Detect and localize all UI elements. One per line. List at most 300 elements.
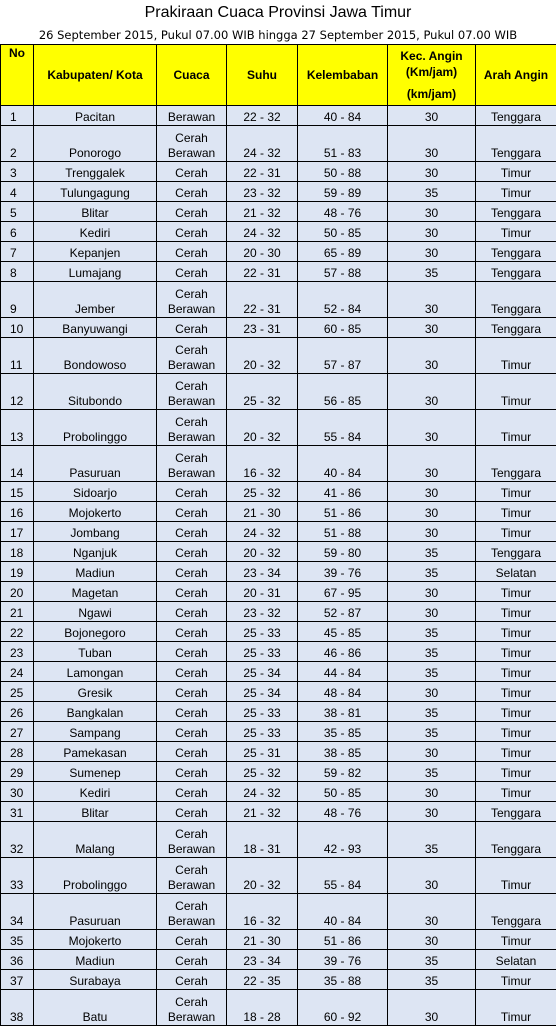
cell-arah: Timur xyxy=(476,762,556,782)
cell-suhu: 25 - 33 xyxy=(227,642,298,662)
table-row xyxy=(1,446,556,482)
cell-no: 32 xyxy=(1,822,34,858)
page-title: Prakiraan Cuaca Provinsi Jawa Timur xyxy=(144,4,412,21)
cell-cuaca xyxy=(157,502,227,522)
cell-suhu: 20 - 32 xyxy=(227,542,298,562)
table-row xyxy=(1,582,556,602)
cell-kelembaban: 45 - 85 xyxy=(298,622,388,642)
cell-no: 16 xyxy=(1,502,34,522)
cell-angin: 35 xyxy=(388,182,476,202)
cell-cuaca-line: Berawan xyxy=(167,358,216,372)
cell-angin: 35 xyxy=(388,662,476,682)
cell-cuaca xyxy=(157,930,227,950)
cell-arah: Timur xyxy=(476,222,556,242)
cell-arah: Timur xyxy=(476,642,556,662)
cell-suhu: 22 - 31 xyxy=(227,162,298,182)
cell-angin: 30 xyxy=(388,858,476,894)
cell-kota: Kediri xyxy=(34,222,157,242)
cell-angin: 35 xyxy=(388,262,476,282)
cell-arah: Selatan xyxy=(476,950,556,970)
cell-arah: Tenggara xyxy=(476,446,556,482)
cell-angin: 30 xyxy=(388,682,476,702)
cell-cuaca-line: Cerah xyxy=(175,415,208,429)
cell-kelembaban: 55 - 84 xyxy=(298,410,388,446)
cell-arah: Tenggara xyxy=(476,802,556,822)
cell-kota: Blitar xyxy=(34,202,157,222)
cell-suhu: 24 - 32 xyxy=(227,782,298,802)
cell-angin: 30 xyxy=(388,930,476,950)
cell-cuaca-line: Cerah xyxy=(175,726,208,740)
cell-cuaca-line: Cerah xyxy=(175,954,208,968)
cell-cuaca-line: Cerah xyxy=(175,746,208,760)
cell-arah: Timur xyxy=(476,582,556,602)
cell-angin: 30 xyxy=(388,162,476,182)
cell-cuaca-line: Cerah xyxy=(175,546,208,560)
cell-angin: 30 xyxy=(388,482,476,502)
table-row xyxy=(1,642,556,662)
cell-cuaca-line: Cerah xyxy=(175,666,208,680)
cell-cuaca-line: Berawan xyxy=(167,146,216,160)
cell-suhu: 23 - 34 xyxy=(227,562,298,582)
header-arah: Arah Angin xyxy=(476,45,556,106)
cell-kota: Tuban xyxy=(34,642,157,662)
cell-cuaca-line: Cerah xyxy=(175,806,208,820)
cell-kota: Bangkalan xyxy=(34,702,157,722)
table-body xyxy=(1,106,556,1026)
cell-arah: Timur xyxy=(476,970,556,990)
cell-kelembaban: 42 - 93 xyxy=(298,822,388,858)
cell-arah: Timur xyxy=(476,930,556,950)
cell-suhu: 20 - 31 xyxy=(227,582,298,602)
cell-angin: 30 xyxy=(388,242,476,262)
cell-suhu: 21 - 30 xyxy=(227,930,298,950)
cell-no: 25 xyxy=(1,682,34,702)
header-suhu: Suhu xyxy=(227,45,298,106)
cell-cuaca xyxy=(157,242,227,262)
cell-no: 17 xyxy=(1,522,34,542)
cell-cuaca-line: Berawan xyxy=(167,842,216,856)
cell-arah: Timur xyxy=(476,482,556,502)
cell-angin: 35 xyxy=(388,762,476,782)
cell-cuaca xyxy=(157,894,227,930)
table-row xyxy=(1,338,556,374)
cell-cuaca-line: Cerah xyxy=(175,706,208,720)
table-row xyxy=(1,410,556,446)
cell-cuaca xyxy=(157,858,227,894)
table-row xyxy=(1,602,556,622)
cell-no: 22 xyxy=(1,622,34,642)
cell-angin: 30 xyxy=(388,802,476,822)
cell-no: 31 xyxy=(1,802,34,822)
cell-no: 33 xyxy=(1,858,34,894)
cell-kelembaban: 48 - 84 xyxy=(298,682,388,702)
cell-no: 28 xyxy=(1,742,34,762)
cell-arah: Timur xyxy=(476,502,556,522)
cell-kota: Madiun xyxy=(34,562,157,582)
table-row xyxy=(1,202,556,222)
table-row xyxy=(1,374,556,410)
table-row xyxy=(1,762,556,782)
cell-suhu: 22 - 32 xyxy=(227,106,298,126)
cell-no: 34 xyxy=(1,894,34,930)
cell-kota: Nganjuk xyxy=(34,542,157,562)
cell-arah: Timur xyxy=(476,782,556,802)
cell-arah: Tenggara xyxy=(476,542,556,562)
cell-no: 7 xyxy=(1,242,34,262)
cell-kota: Probolinggo xyxy=(34,410,157,446)
cell-suhu: 22 - 31 xyxy=(227,262,298,282)
cell-kelembaban: 50 - 85 xyxy=(298,222,388,242)
cell-angin: 30 xyxy=(388,106,476,126)
cell-cuaca-line: Cerah xyxy=(175,166,208,180)
cell-kota: Pamekasan xyxy=(34,742,157,762)
cell-arah: Timur xyxy=(476,662,556,682)
cell-no: 35 xyxy=(1,930,34,950)
cell-cuaca xyxy=(157,126,227,162)
cell-kota: Sumenep xyxy=(34,762,157,782)
cell-kota: Jember xyxy=(34,282,157,318)
cell-suhu: 20 - 30 xyxy=(227,242,298,262)
cell-cuaca-line: Cerah xyxy=(175,566,208,580)
cell-kelembaban: 60 - 92 xyxy=(298,990,388,1026)
table-row xyxy=(1,950,556,970)
cell-cuaca-line: Cerah xyxy=(175,526,208,540)
cell-no: 19 xyxy=(1,562,34,582)
cell-suhu: 23 - 32 xyxy=(227,602,298,622)
cell-angin: 30 xyxy=(388,126,476,162)
cell-angin: 35 xyxy=(388,702,476,722)
cell-kelembaban: 65 - 89 xyxy=(298,242,388,262)
cell-kelembaban: 59 - 82 xyxy=(298,762,388,782)
table-row xyxy=(1,970,556,990)
cell-suhu: 25 - 32 xyxy=(227,374,298,410)
cell-no: 15 xyxy=(1,482,34,502)
cell-suhu: 18 - 28 xyxy=(227,990,298,1026)
cell-cuaca-line: Cerah xyxy=(175,606,208,620)
cell-suhu: 23 - 32 xyxy=(227,182,298,202)
cell-cuaca xyxy=(157,374,227,410)
cell-kelembaban: 46 - 86 xyxy=(298,642,388,662)
table-row xyxy=(1,722,556,742)
cell-cuaca xyxy=(157,582,227,602)
cell-angin: 30 xyxy=(388,782,476,802)
cell-suhu: 24 - 32 xyxy=(227,222,298,242)
cell-kelembaban: 52 - 87 xyxy=(298,602,388,622)
table-row xyxy=(1,106,556,126)
cell-kelembaban: 51 - 88 xyxy=(298,522,388,542)
cell-cuaca-line: Cerah xyxy=(175,266,208,280)
cell-no: 12 xyxy=(1,374,34,410)
cell-cuaca-line: Berawan xyxy=(167,466,216,480)
cell-cuaca xyxy=(157,446,227,482)
cell-suhu: 25 - 31 xyxy=(227,742,298,762)
table-row xyxy=(1,622,556,642)
cell-cuaca-line: Cerah xyxy=(175,343,208,357)
cell-kota: Pacitan xyxy=(34,106,157,126)
header-angin xyxy=(388,45,476,106)
cell-cuaca xyxy=(157,482,227,502)
table-row xyxy=(1,822,556,858)
cell-suhu: 23 - 34 xyxy=(227,950,298,970)
cell-kota: Trenggalek xyxy=(34,162,157,182)
cell-cuaca-line: Cerah xyxy=(175,827,208,841)
table-row xyxy=(1,262,556,282)
cell-angin: 30 xyxy=(388,894,476,930)
page-subtitle: 26 September 2015, Pukul 07.00 WIB hingga 27 September 2015, Pukul 07.00 WIB xyxy=(38,28,518,42)
table-header-row xyxy=(1,45,556,106)
cell-cuaca xyxy=(157,622,227,642)
cell-cuaca xyxy=(157,822,227,858)
cell-cuaca-line: Cerah xyxy=(175,974,208,988)
cell-cuaca xyxy=(157,202,227,222)
cell-no: 37 xyxy=(1,970,34,990)
cell-angin: 35 xyxy=(388,562,476,582)
cell-cuaca xyxy=(157,542,227,562)
cell-cuaca-line: Berawan xyxy=(167,1010,216,1024)
cell-cuaca-line: Cerah xyxy=(175,686,208,700)
cell-arah: Timur xyxy=(476,338,556,374)
cell-cuaca-line: Cerah xyxy=(175,626,208,640)
cell-no: 6 xyxy=(1,222,34,242)
cell-cuaca xyxy=(157,722,227,742)
cell-angin: 30 xyxy=(388,582,476,602)
cell-cuaca-line: Cerah xyxy=(175,506,208,520)
cell-cuaca-line: Cerah xyxy=(175,322,208,336)
cell-cuaca xyxy=(157,522,227,542)
cell-kota: Probolinggo xyxy=(34,858,157,894)
cell-cuaca xyxy=(157,742,227,762)
cell-no: 26 xyxy=(1,702,34,722)
cell-kota: Pasuruan xyxy=(34,894,157,930)
cell-cuaca-line: Berawan xyxy=(167,914,216,928)
table-row xyxy=(1,990,556,1026)
cell-angin: 30 xyxy=(388,318,476,338)
cell-cuaca-line: Cerah xyxy=(175,186,208,200)
cell-suhu: 25 - 32 xyxy=(227,762,298,782)
cell-cuaca-line: Berawan xyxy=(167,302,216,316)
table-row xyxy=(1,162,556,182)
cell-arah: Timur xyxy=(476,410,556,446)
cell-suhu: 25 - 34 xyxy=(227,682,298,702)
cell-angin: 30 xyxy=(388,338,476,374)
cell-cuaca xyxy=(157,262,227,282)
cell-arah: Timur xyxy=(476,162,556,182)
table-row xyxy=(1,930,556,950)
header-cuaca: Cuaca xyxy=(157,45,227,106)
cell-suhu: 22 - 31 xyxy=(227,282,298,318)
cell-no: 38 xyxy=(1,990,34,1026)
cell-cuaca-line: Cerah xyxy=(175,863,208,877)
header-angin-unit: (km/jam) xyxy=(406,87,457,101)
cell-angin: 35 xyxy=(388,642,476,662)
cell-no: 9 xyxy=(1,282,34,318)
cell-kelembaban: 57 - 87 xyxy=(298,338,388,374)
cell-kota: Batu xyxy=(34,990,157,1026)
cell-cuaca-line: Cerah xyxy=(175,246,208,260)
cell-kelembaban: 35 - 85 xyxy=(298,722,388,742)
cell-arah: Tenggara xyxy=(476,894,556,930)
cell-kota: Gresik xyxy=(34,682,157,702)
cell-angin: 30 xyxy=(388,374,476,410)
cell-arah: Timur xyxy=(476,602,556,622)
cell-suhu: 24 - 32 xyxy=(227,126,298,162)
cell-cuaca xyxy=(157,702,227,722)
cell-cuaca xyxy=(157,642,227,662)
cell-kota: Kepanjen xyxy=(34,242,157,262)
cell-angin: 35 xyxy=(388,542,476,562)
cell-no: 24 xyxy=(1,662,34,682)
cell-arah: Timur xyxy=(476,622,556,642)
cell-no: 3 xyxy=(1,162,34,182)
table-row xyxy=(1,242,556,262)
cell-angin: 35 xyxy=(388,822,476,858)
cell-angin: 30 xyxy=(388,502,476,522)
cell-cuaca xyxy=(157,782,227,802)
cell-no: 10 xyxy=(1,318,34,338)
cell-suhu: 25 - 32 xyxy=(227,482,298,502)
header-kota: Kabupaten/ Kota xyxy=(34,45,157,106)
table-row xyxy=(1,682,556,702)
cell-kota: Magetan xyxy=(34,582,157,602)
table-row xyxy=(1,858,556,894)
cell-arah: Timur xyxy=(476,702,556,722)
cell-cuaca xyxy=(157,162,227,182)
table-row xyxy=(1,542,556,562)
cell-suhu: 22 - 35 xyxy=(227,970,298,990)
cell-suhu: 20 - 32 xyxy=(227,338,298,374)
cell-kota: Situbondo xyxy=(34,374,157,410)
cell-arah: Timur xyxy=(476,742,556,762)
cell-kelembaban: 55 - 84 xyxy=(298,858,388,894)
table-row xyxy=(1,222,556,242)
cell-kelembaban: 51 - 83 xyxy=(298,126,388,162)
cell-no: 20 xyxy=(1,582,34,602)
table-row xyxy=(1,482,556,502)
table-row xyxy=(1,782,556,802)
cell-kelembaban: 44 - 84 xyxy=(298,662,388,682)
cell-arah: Tenggara xyxy=(476,242,556,262)
cell-kota: Pasuruan xyxy=(34,446,157,482)
cell-cuaca xyxy=(157,562,227,582)
cell-cuaca-line: Cerah xyxy=(175,131,208,145)
cell-kota: Ponorogo xyxy=(34,126,157,162)
cell-arah: Timur xyxy=(476,858,556,894)
cell-suhu: 16 - 32 xyxy=(227,446,298,482)
cell-cuaca-line: Cerah xyxy=(175,226,208,240)
cell-arah: Tenggara xyxy=(476,318,556,338)
cell-cuaca xyxy=(157,990,227,1026)
header-no: No xyxy=(1,45,34,106)
cell-angin: 30 xyxy=(388,446,476,482)
table-row xyxy=(1,318,556,338)
cell-kota: Bondowoso xyxy=(34,338,157,374)
cell-kelembaban: 39 - 76 xyxy=(298,562,388,582)
cell-cuaca-line: Cerah xyxy=(175,586,208,600)
cell-kelembaban: 38 - 85 xyxy=(298,742,388,762)
table-row xyxy=(1,562,556,582)
cell-cuaca xyxy=(157,970,227,990)
cell-cuaca xyxy=(157,318,227,338)
cell-cuaca xyxy=(157,802,227,822)
header-angin-label: Kec. Angin (Km/jam) xyxy=(400,49,463,79)
cell-cuaca-line: Cerah xyxy=(175,934,208,948)
cell-cuaca-line: Berawan xyxy=(167,394,216,408)
cell-kelembaban: 40 - 84 xyxy=(298,446,388,482)
cell-angin: 35 xyxy=(388,970,476,990)
cell-cuaca-line: Cerah xyxy=(175,995,208,1009)
cell-suhu: 25 - 33 xyxy=(227,722,298,742)
table-row xyxy=(1,702,556,722)
cell-kelembaban: 52 - 84 xyxy=(298,282,388,318)
cell-cuaca xyxy=(157,338,227,374)
cell-kota: Malang xyxy=(34,822,157,858)
forecast-table xyxy=(0,44,556,1026)
cell-kelembaban: 39 - 76 xyxy=(298,950,388,970)
cell-kota: Surabaya xyxy=(34,970,157,990)
cell-cuaca xyxy=(157,602,227,622)
cell-kelembaban: 48 - 76 xyxy=(298,202,388,222)
cell-kelembaban: 48 - 76 xyxy=(298,802,388,822)
cell-kelembaban: 59 - 89 xyxy=(298,182,388,202)
cell-arah: Timur xyxy=(476,374,556,410)
cell-cuaca xyxy=(157,762,227,782)
cell-kelembaban: 51 - 86 xyxy=(298,502,388,522)
cell-kelembaban: 50 - 88 xyxy=(298,162,388,182)
cell-no: 13 xyxy=(1,410,34,446)
cell-suhu: 21 - 32 xyxy=(227,202,298,222)
cell-no: 11 xyxy=(1,338,34,374)
cell-arah: Tenggara xyxy=(476,126,556,162)
cell-no: 29 xyxy=(1,762,34,782)
cell-kelembaban: 35 - 88 xyxy=(298,970,388,990)
cell-kelembaban: 67 - 95 xyxy=(298,582,388,602)
cell-cuaca-line: Cerah xyxy=(175,287,208,301)
cell-no: 36 xyxy=(1,950,34,970)
cell-kota: Tulungagung xyxy=(34,182,157,202)
cell-kota: Mojokerto xyxy=(34,502,157,522)
cell-cuaca-line: Cerah xyxy=(175,899,208,913)
cell-no: 23 xyxy=(1,642,34,662)
cell-suhu: 25 - 33 xyxy=(227,702,298,722)
cell-arah: Tenggara xyxy=(476,202,556,222)
cell-suhu: 25 - 33 xyxy=(227,622,298,642)
cell-angin: 35 xyxy=(388,722,476,742)
cell-kota: Sidoarjo xyxy=(34,482,157,502)
cell-kelembaban: 40 - 84 xyxy=(298,106,388,126)
cell-suhu: 24 - 32 xyxy=(227,522,298,542)
cell-cuaca xyxy=(157,682,227,702)
cell-arah: Timur xyxy=(476,682,556,702)
cell-cuaca-line: Cerah xyxy=(175,451,208,465)
cell-angin: 30 xyxy=(388,990,476,1026)
cell-kota: Madiun xyxy=(34,950,157,970)
cell-cuaca-line: Cerah xyxy=(175,646,208,660)
cell-cuaca-line: Berawan xyxy=(167,110,216,124)
cell-kota: Jombang xyxy=(34,522,157,542)
cell-kota: Kediri xyxy=(34,782,157,802)
cell-cuaca-line: Cerah xyxy=(175,486,208,500)
table-row xyxy=(1,182,556,202)
cell-arah: Selatan xyxy=(476,562,556,582)
cell-arah: Timur xyxy=(476,722,556,742)
cell-suhu: 18 - 31 xyxy=(227,822,298,858)
cell-no: 21 xyxy=(1,602,34,622)
cell-cuaca-line: Cerah xyxy=(175,379,208,393)
cell-cuaca-line: Cerah xyxy=(175,786,208,800)
cell-kelembaban: 59 - 80 xyxy=(298,542,388,562)
cell-arah: Timur xyxy=(476,990,556,1026)
cell-cuaca-line: Berawan xyxy=(167,430,216,444)
